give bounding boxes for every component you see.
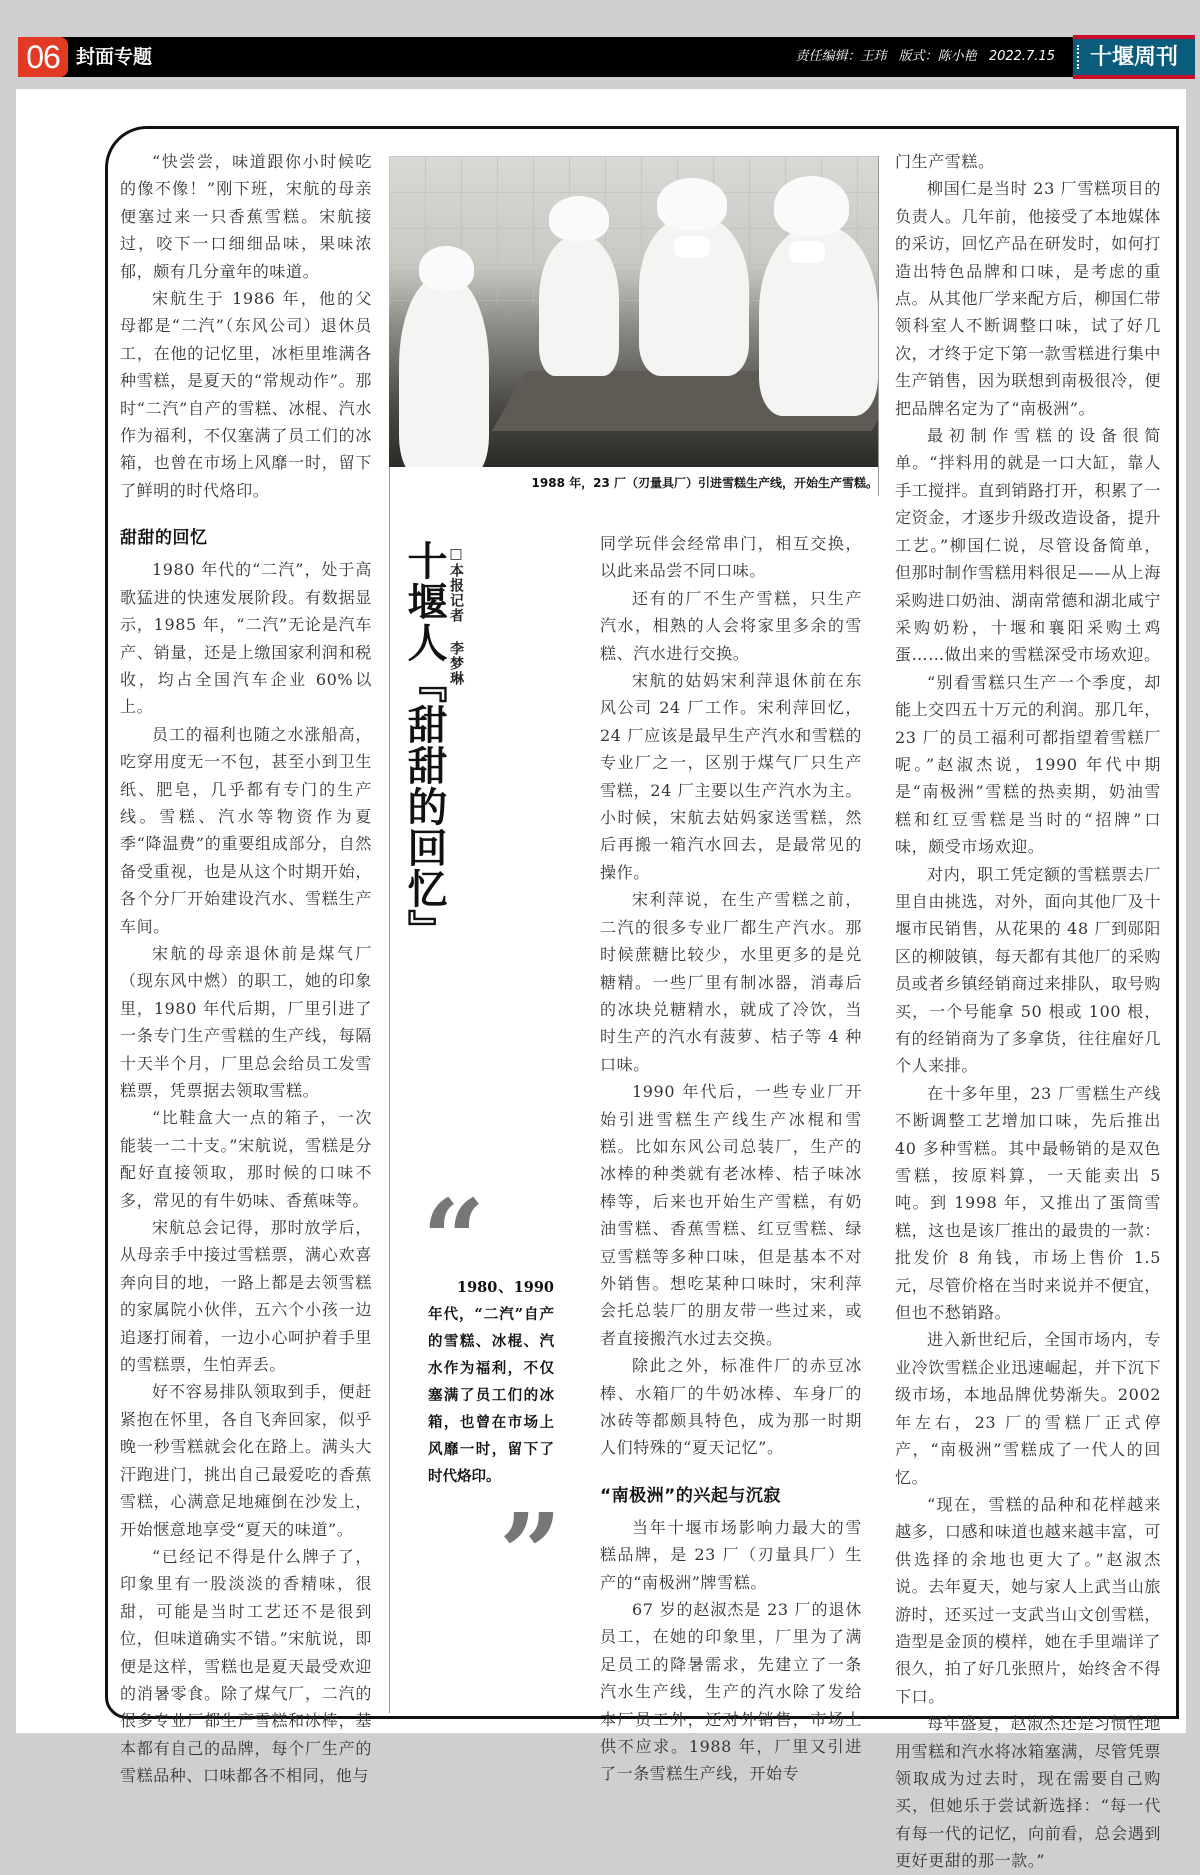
section-title: 封面专题 bbox=[76, 46, 153, 68]
paragraph: 对内，职工凭定额的雪糕票去厂里自由挑选，对外，面向其他厂及十堰市民销售，从花果的 48 厂到郧阳区的柳陂镇，每天都有其他厂的采购员或者乡镇经销商过来排队，取号购买，一个号能拿 50 根或 100 根，有的经销商为了多拿货，往往雇好几个人来排。 bbox=[895, 864, 1161, 1076]
byline-prefix: □本报记者 bbox=[448, 546, 464, 623]
paragraph: 宋航总会记得，那时放学后，从母亲手中接过雪糕票，满心欢喜奔向目的地，一路上都是去领雪糕的家属院小伙伴，五六个小孩一边追逐打闹着，一边小心呵护着手里的雪糕票，生怕弄丢。 bbox=[120, 1218, 372, 1375]
paragraph: 最初制作雪糕的设备很简单。“拌料用的就是一口大缸，靠人手工搅拌。直到销路打开，积累了一定资金，才逐步升级改造设备，提升工艺。”柳国仁说，尽管设备简单，但那时制作雪糕用料很足——从上海采购进口奶油、湖南常德和湖北咸宁采购奶粉，十堰和襄阳采购土鸡蛋……做出来的雪糕深受市场欢迎。 bbox=[895, 426, 1161, 665]
photo-caption: 1988 年，23 厂（刃量具厂）引进雪糕生产线，开始生产雪糕。 bbox=[531, 476, 878, 490]
paragraph: 同学玩伴会经常串门，相互交换，以此来品尝不同口味。 bbox=[600, 534, 862, 581]
editor-credit: 责任编辑：王玮 bbox=[795, 49, 887, 64]
paragraph: “现在，雪糕的品种和花样越来越多，口感和味道也越来越丰富，可供选择的余地也更大了。”赵淑杰说。去年夏天，她与家人上武当山旅游时，还买过一支武当山文创雪糕，造型是金顶的模样，她在手里端详了很久，拍了好几张照片，始终舍不得下口。 bbox=[895, 1494, 1161, 1706]
page-header-bar bbox=[18, 37, 1195, 77]
paragraph: 还有的厂不生产雪糕，只生产汽水，相熟的人会将家里多余的雪糕、汽水进行交换。 bbox=[600, 588, 862, 663]
byline bbox=[446, 546, 466, 686]
pull-quote bbox=[428, 1274, 554, 1490]
paragraph: 在十多年里，23 厂雪糕生产线不断调整工艺增加口味，先后推出 40 多种雪糕。其中最畅销的是双色雪糕，按原料算，一天能卖出 5 吨。到 1998 年，又推出了蛋筒雪糕，这也是该厂推出的最贵的一款：批发价 8 角钱，市场上售价 1.5 元，尽管价格在当时来说并不便宜，但也不愁销路。 bbox=[895, 1083, 1161, 1323]
worker-figure bbox=[399, 276, 489, 467]
paragraph: 好不容易排队领取到手，便赶紧抱在怀里，各自飞奔回家，似乎晚一秒雪糕就会化在路上。满头大汗跑进门，挑出自己最爱吃的香蕉雪糕，心满意足地瘫倒在沙发上，开始惬意地享受“夏天的味道”。 bbox=[120, 1382, 372, 1539]
paragraph: 当年十堰市场影响力最大的雪糕品牌，是 23 厂（刃量具厂）生产的“南极洲”牌雪糕。 bbox=[600, 1517, 862, 1592]
paragraph: 进入新世纪后，全国市场内，专业冷饮雪糕企业迅速崛起，并下沉下级市场，本地品牌优势渐失。2002 年左右，23 厂的雪糕厂正式停产，“南极洲”雪糕成了一代人的回忆。 bbox=[895, 1330, 1161, 1487]
paragraph: 宋航生于 1986 年，他的父母都是“二汽”（东风公司）退休员工，在他的记忆里，冰柜里堆满各种雪糕，是夏天的“常规动作”。那时“二汽”自产的雪糕、冰棍、汽水作为福利，不仅塞满了员工们的冰箱，也曾在市场上风靡一时，留下了鲜明的时代烙印。 bbox=[120, 289, 372, 500]
paragraph: “已经记不得是什么牌子了，印象里有一股淡淡的香精味，很甜，可能是当时工艺还不是很到位，但味道确实不错。”宋航说，即便是这样，雪糕也是夏天最受欢迎的消暑零食。除了煤气厂，二汽的很多专业厂都生产雪糕和冰棒，基本都有自己的品牌，每个厂生产的雪糕品种、口味都各不相同，他与 bbox=[120, 1546, 372, 1786]
subheading: 甜甜的回忆 bbox=[120, 528, 208, 549]
factory-photo bbox=[389, 156, 878, 467]
text-column-middle bbox=[600, 530, 862, 1788]
paragraph: “比鞋盒大一点的箱子，一次能装一二十支。”宋航说，雪糕是分配好直接领取，那时候的口味不多，常见的有牛奶味、香蕉味等。 bbox=[120, 1108, 372, 1210]
page-number: 06 bbox=[18, 37, 68, 77]
worker-cap bbox=[419, 246, 474, 291]
paragraph: 1980 年代的“二汽”，处于高歌猛进的快速发展阶段。有数据显示，1985 年，“二汽”无论是汽车产、销量，还是上缴国家利润和税收，均占全国汽车企业 60%以上。 bbox=[120, 560, 372, 717]
byline-author: 李梦琳 bbox=[448, 640, 464, 686]
worker-figure bbox=[539, 236, 619, 376]
text-column-right bbox=[895, 148, 1161, 1875]
column-rule bbox=[878, 156, 879, 496]
paragraph: 门生产雪糕。 bbox=[895, 152, 995, 171]
paragraph: “快尝尝，味道跟你小时候吃的像不像！”刚下班，宋航的母亲便塞过来一只香蕉雪糕。宋航接过，咬下一口细细品味，果味浓郁，颇有几分童年的味道。 bbox=[120, 152, 372, 281]
paragraph: 员工的福利也随之水涨船高，吃穿用度无一不包，甚至小到卫生纸、肥皂，几乎都有专门的生产线。雪糕、汽水等物资作为夏季“降温费”的重要组成部分，自然备受重视，也是从这个时期开始，各个分厂开始建设汽水、雪糕生产车间。 bbox=[120, 724, 372, 936]
credits bbox=[788, 37, 1055, 77]
paragraph: 1990 年代后，一些专业厂开始引进雪糕生产线生产冰棍和雪糕。比如东风公司总装厂，生产的冰棒的种类就有老冰棒、桔子味冰棒等，后来也开始生产雪糕，有奶油雪糕、香蕉雪糕、红豆雪糕、绿豆雪糕等多种口味，但是基本不对外销售。想吃某种口味时，宋利萍会托总装厂的朋友带一些过来，或者直接搬汽水过去交换。 bbox=[600, 1082, 862, 1348]
worker-mask bbox=[789, 241, 825, 263]
masthead-logo: 十堰周刊 bbox=[1073, 35, 1195, 79]
open-quote-icon: “ bbox=[422, 1190, 486, 1260]
paragraph: 柳国仁是当时 23 厂雪糕项目的负责人。几年前，他接受了本地媒体的采访，回忆产品在研发时，如何打造出特色品牌和口味，是考虑的重点。从其他厂学来配方后，柳国仁带领科室人不断调整口味，试了好几次，才终于定下第一款雪糕进行集中生产销售，因为联想到南极很冷，便把品牌名定为了“南极洲”。 bbox=[895, 179, 1161, 418]
worker-mask bbox=[674, 236, 710, 258]
worker-cap bbox=[657, 178, 727, 230]
column-rule bbox=[389, 467, 390, 1713]
paragraph: 除此之外，标准件厂的赤豆冰棒、水箱厂的牛奶冰棒、车身厂的冰砖等都颇具特色，成为那一时期人们特殊的“夏天记忆”。 bbox=[600, 1356, 862, 1458]
pull-quote-text: 1980、1990年代，“二汽”自产的雪糕、冰棍、汽水作为福利，不仅塞满了员工们的冰箱，也曾在市场上风靡一时，留下了时代烙印。 bbox=[428, 1279, 554, 1485]
worker-cap bbox=[549, 196, 609, 241]
pull-quote-box bbox=[422, 1190, 562, 1574]
paragraph: 宋利萍说，在生产雪糕之前，二汽的很多专业厂都生产汽水。那时候蔗糖比较少，水里更多的是兑糖精。一些厂里有制冰器，消毒后的冰块兑糖精水，就成了冷饮，当时生产的汽水有菠萝、桔子等 4 种口味。 bbox=[600, 890, 862, 1074]
layout-credit: 版式：陈小艳 bbox=[898, 49, 977, 64]
close-quote-icon: ” bbox=[498, 1504, 562, 1574]
issue-date: 2022.7.15 bbox=[988, 49, 1055, 64]
paragraph: 每年盛夏，赵淑杰还是习惯性地用雪糕和汽水将冰箱塞满，尽管凭票领取成为过去时，现在需要自己购买，但她乐于尝试新选择：“每一代有每一代的记忆，向前看，总会遇到更好更甜的那一款。” bbox=[895, 1714, 1161, 1871]
subheading: “南极洲”的兴起与沉寂 bbox=[600, 1485, 781, 1506]
text-column-left bbox=[120, 148, 372, 1790]
paragraph: 宋航的姑妈宋利萍退休前在东风公司 24 厂工作。宋利萍回忆，24 厂应该是最早生产汽水和雪糕的专业厂之一，区别于煤气厂只生产雪糕，24 厂主要以生产汽水为主。小时候，宋航去姑妈家送雪糕，然后再搬一箱汽水回去，是最常见的操作。 bbox=[600, 671, 862, 882]
paragraph: 67 岁的赵淑杰是 23 厂的退休员工，在她的印象里，厂里为了满足员工的降暑需求，先建立了一条汽水生产线，生产的汽水除了发给本厂员工外，还对外销售，市场上供不应求。1988 年，厂里又引进了一条雪糕生产线，开始专 bbox=[600, 1600, 862, 1784]
paragraph: 宋航的母亲退休前是煤气厂（现东风中燃）的职工，她的印象里，1980 年代后期，厂里引进了一条专门生产雪糕的生产线，每隔十天半个月，厂里总会给员工发雪糕票，凭票据去领取雪糕。 bbox=[120, 943, 372, 1100]
paragraph: “别看雪糕只生产一个季度，却能上交四五十万元的利润。那几年，23 厂的员工福利可都指望着雪糕厂呢。”赵淑杰说，1990 年代中期是“南极洲”雪糕的热卖期，奶油雪糕和红豆雪糕是当时的“招牌”口味，颇受市场欢迎。 bbox=[895, 672, 1161, 857]
article-title: 十堰人『甜甜的回忆』 bbox=[401, 540, 448, 950]
worker-cap bbox=[774, 176, 849, 236]
